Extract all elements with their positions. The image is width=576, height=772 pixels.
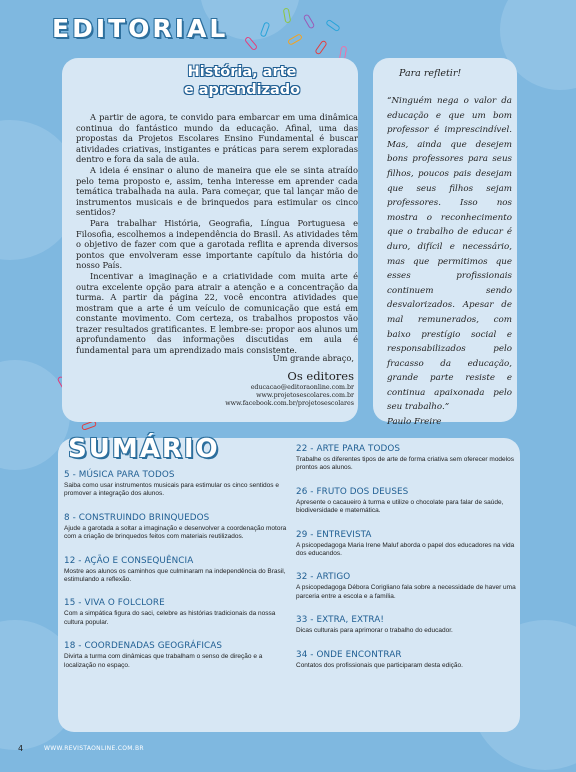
summary-item-heading: 33 - EXTRA, EXTRA! [296,615,385,626]
summary-item[interactable] [64,598,288,627]
summary-title: SUMÁRIO [68,434,220,464]
editorial-title-line2: e aprendizado [183,82,301,98]
summary-left-column [64,470,288,678]
page-title: EDITORIAL [52,14,229,43]
editors-name: Os editores [287,369,354,383]
closing-text: Um grande abraço, [272,353,354,363]
footer-url[interactable]: WWW.REVISTAONLINE.COM.BR [44,745,144,752]
quote-body [387,94,512,430]
summary-item-heading: 15 - VIVA O FOLCLORE [64,598,165,609]
summary-item[interactable] [64,641,288,670]
summary-item-text: Mostre aos alunos os caminhos que culminaram na independência do Brasil, estimulando a reflexão. [64,567,286,584]
summary-item[interactable] [64,556,288,585]
summary-item-text: A psicopedagoga Maria Irene Maluf aborda o papel dos educadores na vida dos educandos. [296,541,515,558]
summary-item[interactable] [296,572,518,601]
summary-item-heading: 34 - ONDE ENCONTRAR [296,649,402,660]
editorial-body [76,112,358,356]
summary-item-heading: 18 - COORDENADAS GEOGRÁFICAS [64,641,223,652]
summary-item-heading: 32 - ARTIGO [296,572,351,583]
editorial-title-line1: História, arte [187,64,297,80]
summary-item-heading: 26 - FRUTO DOS DEUSES [296,486,409,497]
summary-item-text: A psicopedagoga Débora Corigliano fala sobre a necessidade de haver uma parceria entre a escola e a família. [296,584,516,600]
summary-item-heading: 12 - AÇÃO E CONSEQUÊNCIA [64,555,194,566]
contact-website[interactable]: www.projetosescolares.com.br [256,392,354,399]
contact-block [154,384,354,408]
summary-item-text: Trabalhe os diferentes tipos de arte de forma criativa sem oferecer modelos prontos aos alunos. [296,456,514,472]
summary-item-heading: 29 - ENTREVISTA [296,529,372,540]
summary-right-column [296,444,518,678]
summary-panel [58,434,520,732]
page-number: 4 [18,744,24,753]
summary-item-text: Saiba como usar instrumentos musicais para estimular os cinco sentidos e promover a integração dos alunos. [64,482,279,498]
summary-item-text: Divirta a turma com dinâmicas que trabalham o senso de direção e a localização no espaço. [64,653,263,669]
summary-item-text: Ajude a garotada a soltar a imaginação e desenvolver a coordenação motora com a criação de brinquedos feitos com materiais reutilizados. [64,524,287,541]
editorial-paragraph: A ideia é ensinar o aluno de maneira que ele se sinta atraído pelo tema proposto e, assim, tenha interesse em aprender cada temática trabalhada na aula. Para começar, que tal lançar mão de instrumentos musicais e de brinquedos para estimular os cinco sentidos? [76,164,358,218]
editorial-paragraph: Para trabalhar História, Geografia, Língua Portuguesa e Filosofia, escolhemos a independência do Brasil. As atividades têm o objetivo de fazer com que a garotada reflita e aprenda diversos pontos que envolveram esse importante capítulo da história do nosso País. [76,217,358,271]
quote-text: “Ninguém nega o valor da educação e que um bom professor é imprescindível. Mas, ainda que desejem bons professores para seus filhos, poucos pais desejam que seus filhos sejam professores. Isso nos mostra o reconhecimento que o trabalho de educar é duro, difícil e necessário, mas que permitimos que esses profissionais continuem sendo desvalorizados. Apesar de mal remunerados, com baixo prestígio social e responsabilizados pelo fracasso da educação, grande parte resiste e continua apaixonada pelo seu trabalho.” [387,96,512,413]
summary-item[interactable] [296,615,518,635]
summary-item-text: Dicas culturais para aprimorar o trabalho do educador. [296,627,453,635]
summary-item-text: Contatos dos profissionais que participaram desta edição. [296,661,463,669]
summary-item-text: Com a simpática figura do saci, celebre as histórias tradicionais da nossa cultura popular. [64,610,276,626]
quote-author: Paulo Freire [387,417,442,428]
editorial-signature [154,353,354,408]
summary-item-heading: 8 - CONSTRUINDO BRINQUEDOS [64,512,210,523]
editorial-paragraph: A partir de agora, te convido para embarcar em uma dinâmica continua do fantástico mundo da educação. Afinal, uma das propostas da Projetos Escolares Ensino Fundamental é buscar atividades criativas, instigantes e práticas para serem exploradas dentro e fora da sala de aula. [76,112,358,165]
editorial-panel [62,58,358,422]
summary-item[interactable] [296,650,518,670]
summary-item[interactable] [296,444,518,473]
summary-item[interactable] [64,513,288,542]
summary-item-heading: 5 - MÚSICA PARA TODOS [64,470,175,480]
quote-panel [373,58,517,428]
editorial-title [172,63,312,99]
summary-item-text: Apresente o cacaueiro à turma e utilize o chocolate para falar de saúde, biodiversidade e matemática. [296,498,504,515]
quote-title: Para refletir! [399,68,462,79]
summary-item-heading: 22 - ARTE PARA TODOS [296,444,401,454]
contact-facebook[interactable]: www.facebook.com.br/projetosescolares [225,400,354,407]
summary-item[interactable] [296,487,518,516]
contact-email[interactable]: educacao@editoraonline.com.br [250,384,354,391]
summary-item[interactable] [64,470,288,499]
editorial-paragraph: Incentivar a imaginação e a criatividade com muita arte é outra excelente opção para atrair a atenção e a concentração da turma. A partir da página 22, você encontra atividades que mostram que a arte é um veículo de comunicação que está em constante movimento. Com certeza, os trabalhos propostos vão trazer resultados gratificantes. E lembre-se: propor aos alunos um aprofundamento das informações discutidas em aula é fundamental para um aprendizado mais consistente. [76,270,358,356]
summary-item[interactable] [296,530,518,559]
